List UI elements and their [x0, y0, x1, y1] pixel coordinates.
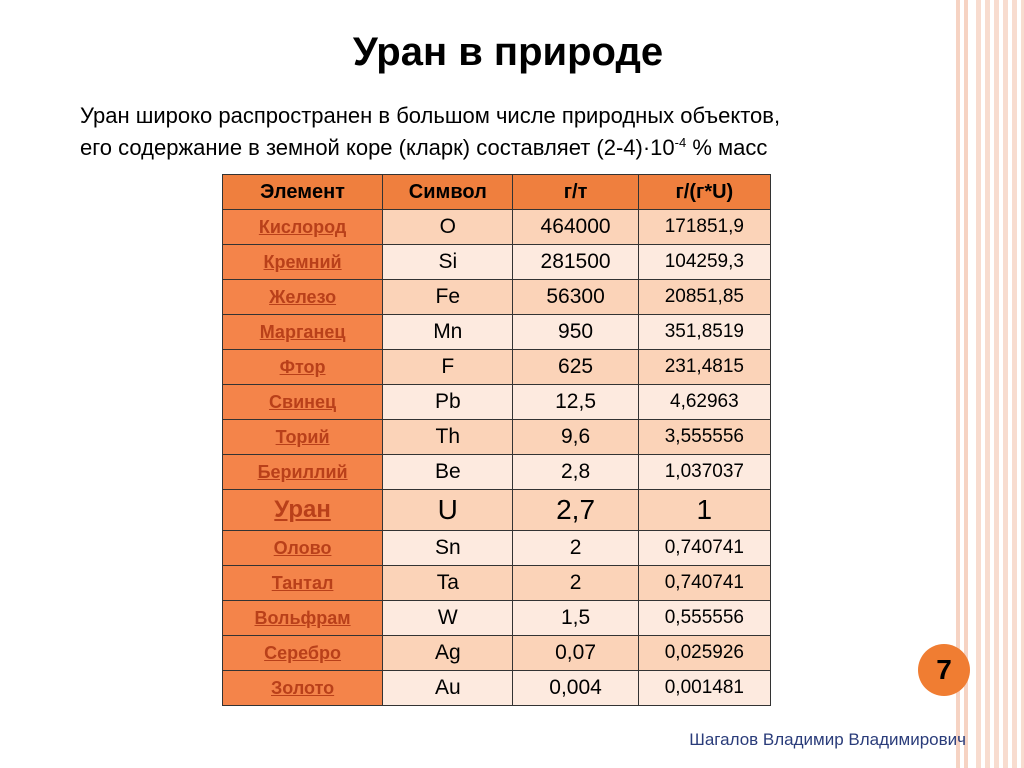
- g-per-t-cell: 950: [513, 315, 638, 350]
- symbol-cell: Au: [383, 671, 513, 706]
- element-link[interactable]: Тантал: [223, 566, 383, 601]
- element-link[interactable]: Железо: [223, 280, 383, 315]
- g-per-t-cell: 2: [513, 566, 638, 601]
- elements-table: [222, 174, 771, 706]
- ratio-cell: 231,4815: [638, 350, 770, 385]
- g-per-t-cell: 0,07: [513, 636, 638, 671]
- symbol-cell: Si: [383, 245, 513, 280]
- table-row: [223, 490, 771, 531]
- intro-line-2-text: его содержание в земной коре (кларк) составляет (2-4)·10: [80, 135, 675, 160]
- intro-line-1: Уран широко распространен в большом числе природных объектов,: [80, 103, 781, 128]
- page-number-badge: 7: [918, 644, 970, 696]
- ratio-cell: 351,8519: [638, 315, 770, 350]
- symbol-cell: U: [383, 490, 513, 531]
- intro-line-2: [80, 132, 940, 164]
- ratio-cell: 3,555556: [638, 420, 770, 455]
- g-per-t-cell: 464000: [513, 210, 638, 245]
- intro-exponent: -4: [674, 135, 687, 150]
- g-per-t-cell: 625: [513, 350, 638, 385]
- table-row: [223, 455, 771, 490]
- symbol-cell: Mn: [383, 315, 513, 350]
- author-name: Шагалов Владимир Владимирович: [689, 730, 966, 749]
- table-row: [223, 566, 771, 601]
- ratio-cell: 4,62963: [638, 385, 770, 420]
- element-link[interactable]: Торий: [223, 420, 383, 455]
- g-per-t-cell: 12,5: [513, 385, 638, 420]
- element-link[interactable]: Кислород: [223, 210, 383, 245]
- ratio-cell: 20851,85: [638, 280, 770, 315]
- ratio-cell: 1,037037: [638, 455, 770, 490]
- table-header-row: [223, 175, 771, 210]
- g-per-t-cell: 2: [513, 531, 638, 566]
- table-row: [223, 636, 771, 671]
- intro-text: [80, 100, 940, 164]
- g-per-t-cell: 0,004: [513, 671, 638, 706]
- element-link[interactable]: Вольфрам: [223, 601, 383, 636]
- intro-line-2-suffix: % масс: [686, 135, 768, 160]
- symbol-cell: Pb: [383, 385, 513, 420]
- header-ratio: г/(г*U): [638, 175, 770, 210]
- ratio-cell: 0,025926: [638, 636, 770, 671]
- element-link[interactable]: Свинец: [223, 385, 383, 420]
- symbol-cell: Sn: [383, 531, 513, 566]
- symbol-cell: Be: [383, 455, 513, 490]
- ratio-cell: 171851,9: [638, 210, 770, 245]
- header-g-per-t: г/т: [513, 175, 638, 210]
- header-symbol: Символ: [383, 175, 513, 210]
- decorative-stripes: [976, 0, 1024, 768]
- element-link[interactable]: Марганец: [223, 315, 383, 350]
- element-link[interactable]: Серебро: [223, 636, 383, 671]
- slide-title: Уран в природе: [352, 30, 664, 74]
- symbol-cell: Ag: [383, 636, 513, 671]
- table-row: [223, 280, 771, 315]
- table-row: [223, 245, 771, 280]
- table-row: [223, 420, 771, 455]
- element-link[interactable]: Фтор: [223, 350, 383, 385]
- symbol-cell: Fe: [383, 280, 513, 315]
- g-per-t-cell: 2,7: [513, 490, 638, 531]
- symbol-cell: Ta: [383, 566, 513, 601]
- ratio-cell: 104259,3: [638, 245, 770, 280]
- ratio-cell: 0,740741: [638, 531, 770, 566]
- table-row: [223, 671, 771, 706]
- element-link[interactable]: Уран: [223, 490, 383, 531]
- ratio-cell: 0,740741: [638, 566, 770, 601]
- table-row: [223, 385, 771, 420]
- element-link[interactable]: Бериллий: [223, 455, 383, 490]
- symbol-cell: O: [383, 210, 513, 245]
- g-per-t-cell: 2,8: [513, 455, 638, 490]
- g-per-t-cell: 281500: [513, 245, 638, 280]
- g-per-t-cell: 9,6: [513, 420, 638, 455]
- ratio-cell: 0,555556: [638, 601, 770, 636]
- table-row: [223, 210, 771, 245]
- element-link[interactable]: Олово: [223, 531, 383, 566]
- g-per-t-cell: 1,5: [513, 601, 638, 636]
- symbol-cell: F: [383, 350, 513, 385]
- table-row: [223, 601, 771, 636]
- symbol-cell: W: [383, 601, 513, 636]
- g-per-t-cell: 56300: [513, 280, 638, 315]
- element-link[interactable]: Золото: [223, 671, 383, 706]
- table-row: [223, 531, 771, 566]
- header-element: Элемент: [223, 175, 383, 210]
- element-link[interactable]: Кремний: [223, 245, 383, 280]
- table-row: [223, 315, 771, 350]
- ratio-cell: 1: [638, 490, 770, 531]
- ratio-cell: 0,001481: [638, 671, 770, 706]
- table-row: [223, 350, 771, 385]
- symbol-cell: Th: [383, 420, 513, 455]
